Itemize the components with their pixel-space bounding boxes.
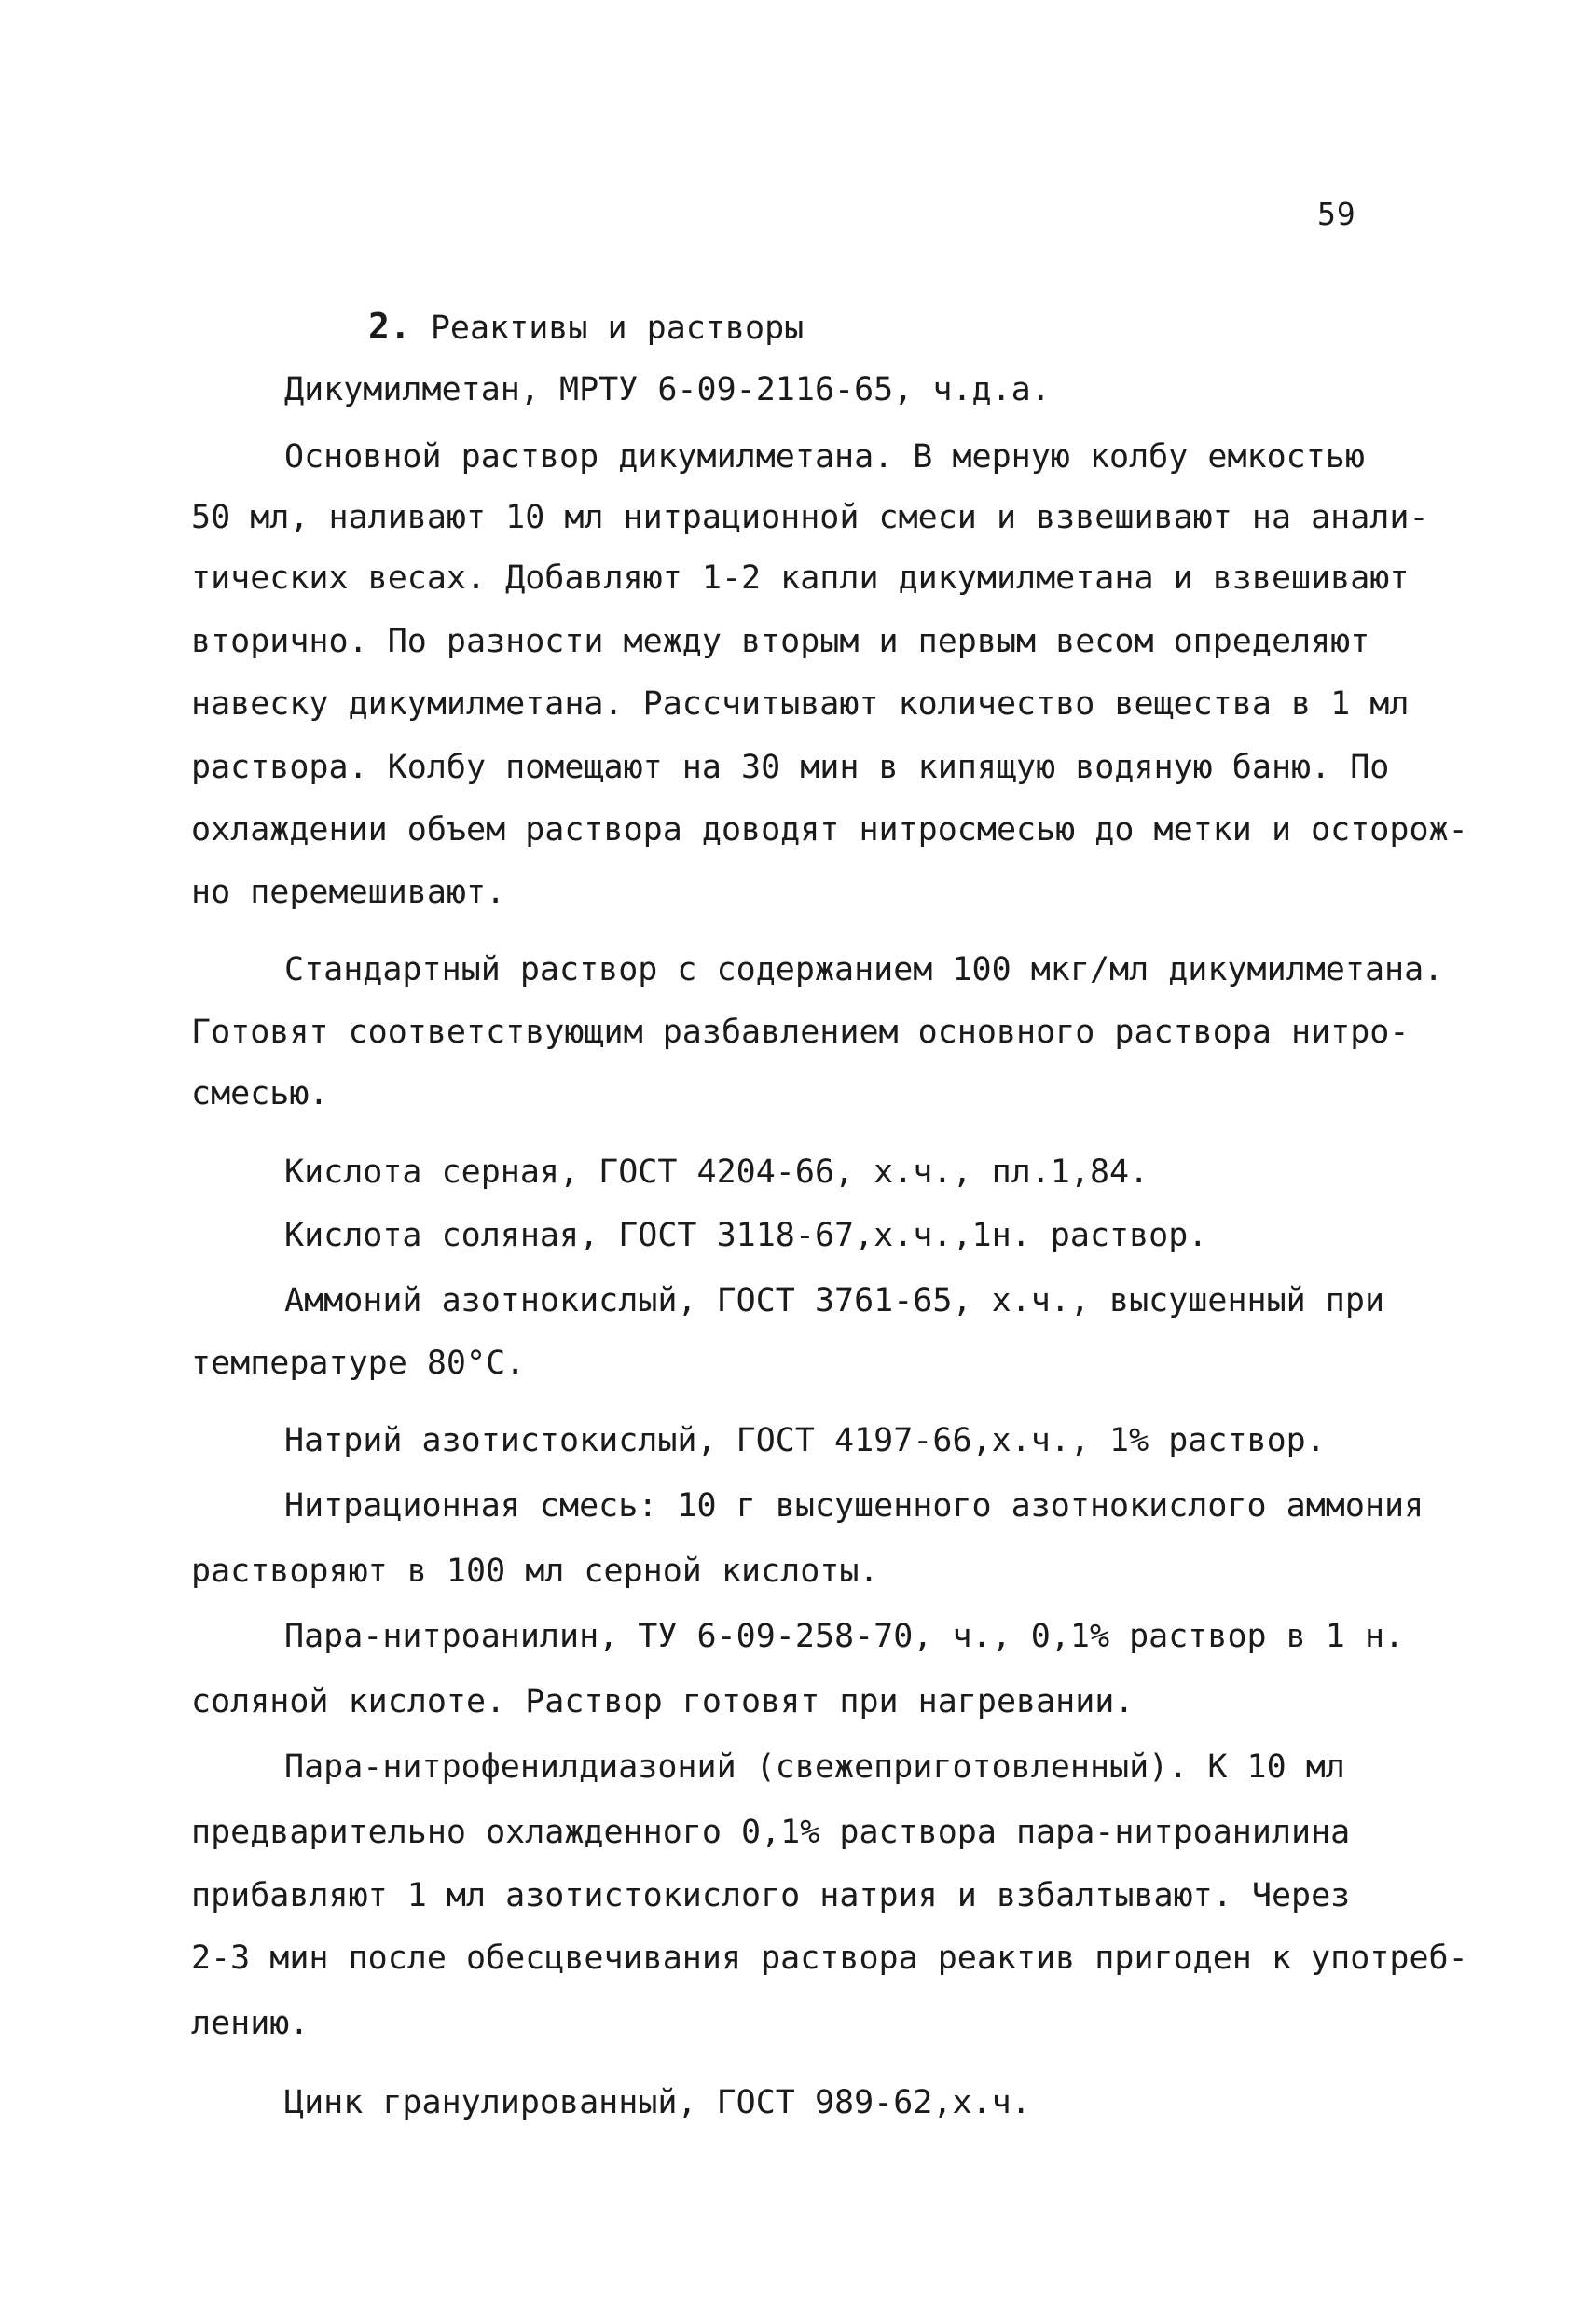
text-line: Нитрационная смесь: 10 г высушенного азотнокислого аммония: [284, 1487, 1424, 1525]
text-line: предварительно охлажденного 0,1% раствора пара-нитроанилина: [191, 1814, 1351, 1851]
text-line: Кислота соляная, ГОСТ 3118-67,х.ч.,1н. раствор.: [284, 1217, 1208, 1254]
text-line: Кислота серная, ГОСТ 4204-66, х.ч., пл.1,84.: [284, 1153, 1149, 1191]
page-number: 59: [1317, 196, 1356, 232]
text-line: 50 мл, наливают 10 мл нитрационной смеси и взвешивают на анали-: [191, 499, 1429, 536]
section-title: Реактивы и растворы: [430, 310, 805, 347]
text-line: тических весах. Добавляют 1-2 капли дикумилметана и взвешивают: [191, 559, 1410, 597]
text-line: Основной раствор дикумилметана. В мерную колбу емкостью: [284, 438, 1365, 476]
text-line: Стандартный раствор с содержанием 100 мкг/мл дикумилметана.: [284, 951, 1444, 988]
text-line: смесью.: [191, 1075, 329, 1112]
text-line: Дикумилметан, МРТУ 6-09-2116-65, ч.д.а.: [284, 371, 1051, 408]
section-number: 2.: [368, 306, 411, 347]
text-line: 2-3 мин после обесцвечивания раствора реактив пригоден к употреб-: [191, 1940, 1468, 1977]
text-line: температуре 80°С.: [191, 1345, 526, 1382]
text-line: растворяют в 100 мл серной кислоты.: [191, 1553, 879, 1590]
text-line: охлаждении объем раствора доводят нитросмесью до метки и осторож-: [191, 811, 1468, 849]
text-line: Готовят соответствующим разбавлением основного раствора нитро-: [191, 1014, 1410, 1051]
text-line: вторично. По разности между вторым и первым весом определяют: [191, 623, 1370, 660]
text-line: Цинк гранулированный, ГОСТ 989-62,х.ч.: [284, 2084, 1031, 2121]
text-line: раствора. Колбу помещают на 30 мин в кипящую водяную баню. По: [191, 749, 1390, 786]
text-line: Пара-нитрофенилдиазоний (свежеприготовленный). К 10 мл: [284, 1748, 1345, 1786]
section-heading: [368, 308, 804, 347]
text-line: лению.: [191, 2005, 310, 2042]
text-line: Натрий азотистокислый, ГОСТ 4197-66,х.ч., 1% раствор.: [284, 1422, 1326, 1459]
text-line: Аммоний азотнокислый, ГОСТ 3761-65, х.ч., высушенный при: [284, 1282, 1385, 1319]
text-line: прибавляют 1 мл азотистокислого натрия и взбалтывают. Через: [191, 1877, 1351, 1914]
text-line: соляной кислоте. Раствор готовят при нагревании.: [191, 1683, 1135, 1720]
text-line: навеску дикумилметана. Рассчитывают количество вещества в 1 мл: [191, 685, 1410, 723]
text-line: но перемешивают.: [191, 874, 506, 911]
text-line: Пара-нитроанилин, ТУ 6-09-258-70, ч., 0,1% раствор в 1 н.: [284, 1618, 1405, 1655]
